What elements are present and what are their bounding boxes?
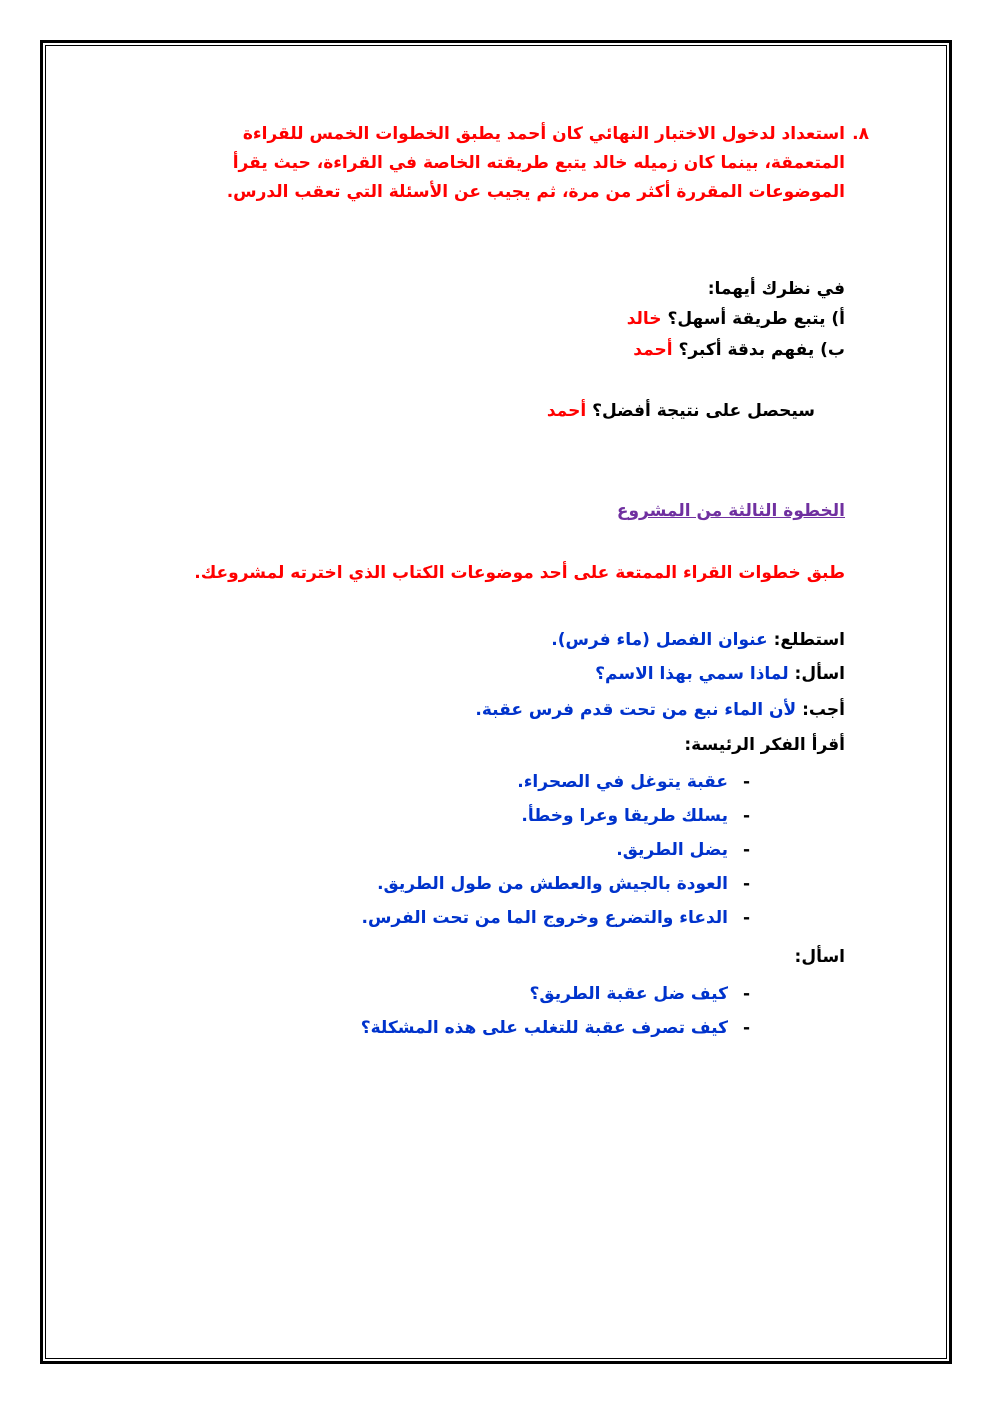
question-line-3: الموضوعات المقررة أكثر من مرة، ثم يجيب عن الأسئلة التي تعقب الدرس. [226,182,845,202]
bullet-dash: - [742,908,750,928]
question-number: ٨. [852,124,869,144]
bullet-dash: - [742,1018,750,1038]
step-answer-value: لأن الماء نبع من تحت قدم فرس عقبة. [475,700,797,720]
opinion-item-b [633,337,845,363]
opinion-b-label: ب) يفهم بدقة أكبر؟ [678,340,845,360]
bullet-dash: - [742,840,750,860]
list-item: - يضل الطريق. [362,833,750,867]
list-item: - كيف ضل عقبة الطريق؟ [361,977,750,1011]
list-item: - الدعاء والتضرع وخروج الما من تحت الفرس. [362,901,750,935]
step-ask-label: اسأل: [794,664,845,684]
step-ask [595,661,845,687]
step-survey-label: استطلع: [773,630,845,650]
opinion-c-label: سيحصل على نتيجة أفضل؟ [592,401,815,421]
bullet-dash: - [742,984,750,1004]
main-ideas-list [362,765,750,935]
bullet-dash: - [742,874,750,894]
step-ask-value: لماذا سمي بهذا الاسم؟ [595,664,789,684]
step-answer-label: أجب: [802,700,845,720]
list-item: - كيف تصرف عقبة للتغلب على هذه المشكلة؟ [361,1011,750,1045]
questions-list [361,977,750,1045]
step-answer [475,697,845,723]
opinion-prompt: في نظرك أيهما: [707,279,845,299]
opinion-b-answer: أحمد [633,340,673,360]
question-line-1: استعداد لدخول الاختبار النهائي كان أحمد يطبق الخطوات الخمس للقراءة [242,124,845,144]
opinion-item-a [627,306,845,332]
list-item: - عقبة يتوغل في الصحراء. [362,765,750,799]
opinion-c-answer: أحمد [546,401,587,421]
bullet-dash: - [742,806,750,826]
question-8 [195,120,869,207]
opinion-a-answer: خالد [626,309,662,329]
opinion-a-label: أ) يتبع طريقة أسهل؟ [667,309,845,329]
opinion-item-c [547,398,815,424]
bullet-dash: - [742,772,750,792]
list-item: - يسلك طريقا وعرا وخطأ. [362,799,750,833]
question-line-2: المتعمقة، بينما كان زميله خالد يتبع طريقته الخاصة في القراءة، حيث يقرأ [232,153,845,173]
project-step-title: الخطوة الثالثة من المشروع [616,501,845,521]
list-item: - العودة بالجيش والعطش من طول الطريق. [362,867,750,901]
step-ask2-label: اسأل: [794,947,845,967]
step-survey [551,627,845,653]
project-instruction: طبق خطوات القراء الممتعة على أحد موضوعات الكتاب الذي اخترته لمشروعك. [194,563,845,583]
step-read-label: أقرأ الفكر الرئيسة: [684,735,845,755]
step-survey-value: عنوان الفصل (ماء فرس). [551,630,768,650]
